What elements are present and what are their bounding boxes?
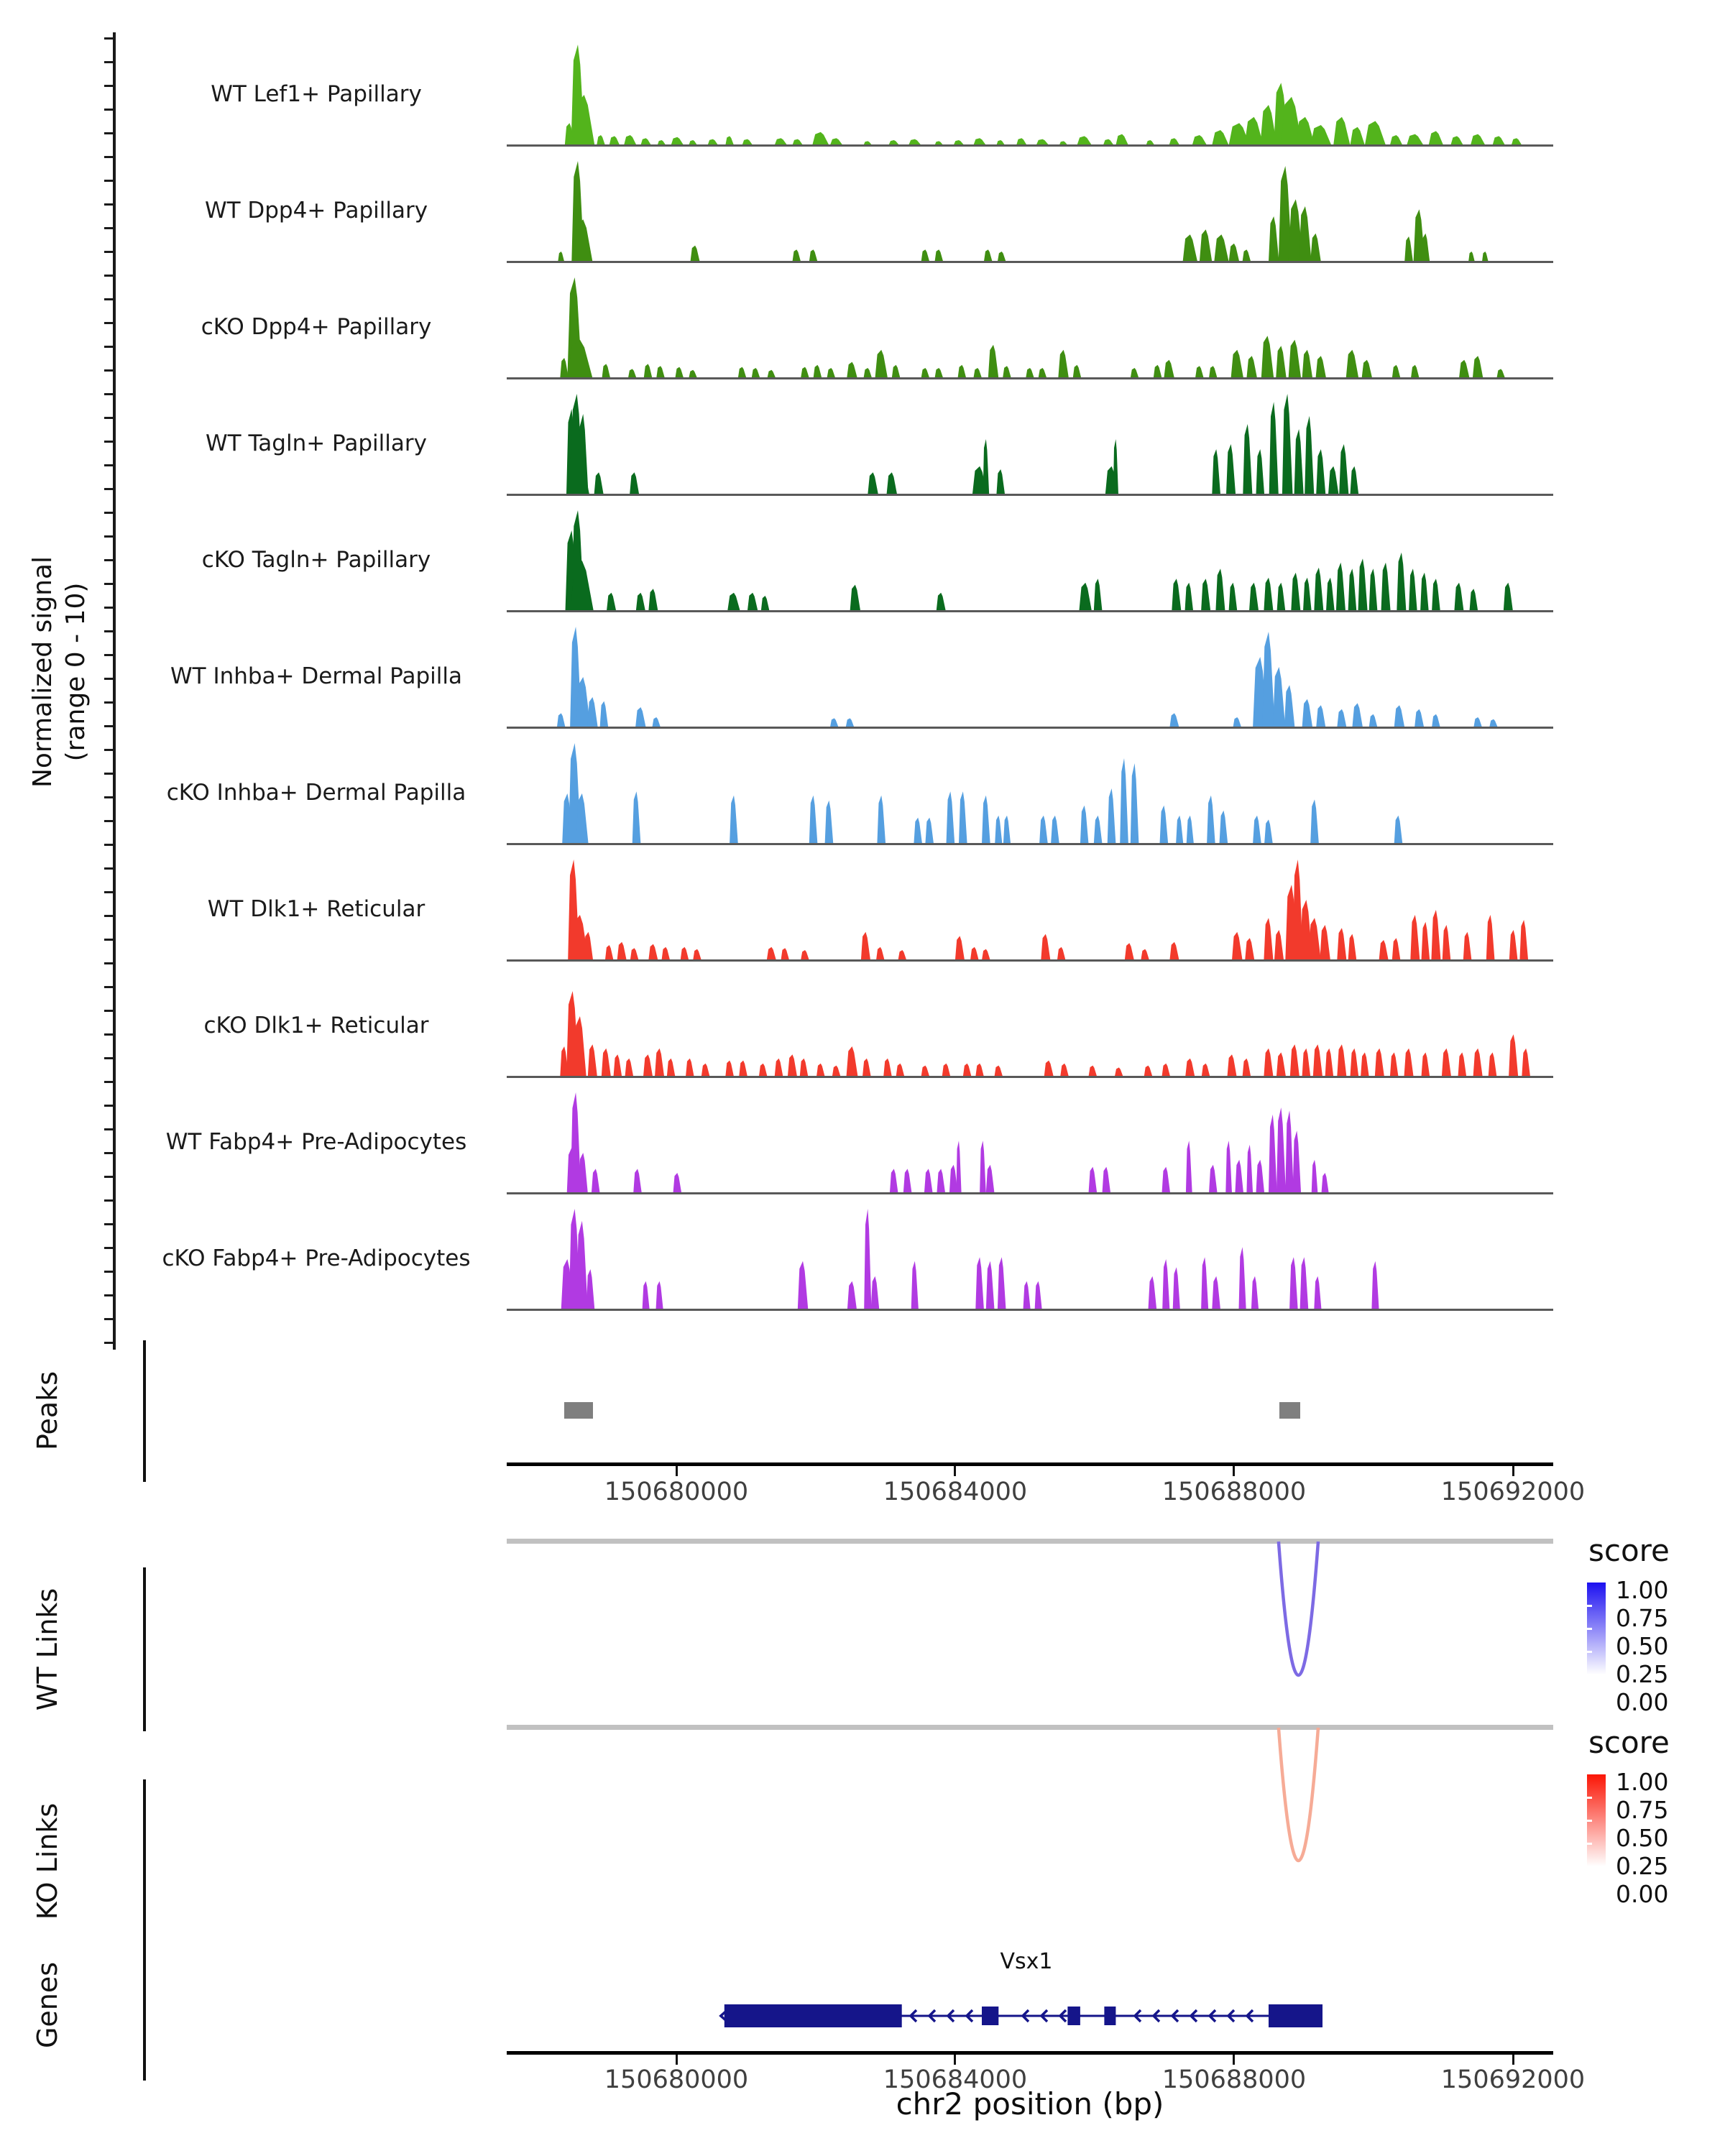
signal-axis-tick bbox=[104, 773, 113, 775]
genes-section-label: Genes bbox=[32, 1961, 63, 2049]
wt-score-colorbar bbox=[1587, 1583, 1606, 1674]
score-tick-label: 1.00 bbox=[1616, 1768, 1669, 1796]
signal-axis-tick bbox=[104, 725, 113, 727]
signal-axis-tick bbox=[104, 654, 113, 656]
genomic-axis-tick-label: 150688000 bbox=[1162, 1478, 1307, 1506]
signal-axis-tick bbox=[104, 630, 113, 632]
score-tick-label: 0.50 bbox=[1616, 1824, 1669, 1852]
wt-links-section-label: WT Links bbox=[32, 1588, 63, 1711]
track-label-9: WT Fabp4+ Pre-Adipocytes bbox=[165, 1129, 467, 1155]
x-axis-title: chr2 position (bp) bbox=[896, 2086, 1164, 2122]
colorbar-tick bbox=[1587, 1797, 1592, 1799]
track-label-5: WT Inhba+ Dermal Papilla bbox=[170, 663, 462, 689]
signal-axis-tick bbox=[104, 1199, 113, 1202]
ko-links-section-label: KO Links bbox=[32, 1802, 63, 1920]
genomic-axis-tick-label: 150684000 bbox=[883, 1478, 1028, 1506]
signal-axis-tick bbox=[104, 962, 113, 964]
ko-links-bracket bbox=[143, 1779, 146, 1943]
score-tick-label: 0.00 bbox=[1616, 1880, 1669, 1908]
signal-axis-tick bbox=[104, 369, 113, 372]
signal-axis-tick bbox=[104, 417, 113, 419]
track-label-0: WT Lef1+ Papillary bbox=[211, 81, 422, 107]
signal-axis-tick bbox=[104, 346, 113, 348]
gene-name-label: Vsx1 bbox=[1000, 1949, 1053, 1974]
signal-axis-tick bbox=[104, 393, 113, 395]
genomic-axis-tick-label: 150680000 bbox=[604, 2065, 749, 2094]
peak-region-box-1 bbox=[1279, 1402, 1300, 1419]
coverage-area-5 bbox=[507, 620, 1553, 730]
signal-axis-tick bbox=[104, 986, 113, 988]
track-label-4: cKO Tagln+ Papillary bbox=[201, 547, 431, 573]
signal-axis-tick bbox=[104, 1176, 113, 1178]
coverage-area-1 bbox=[507, 155, 1553, 264]
coverage-area-3 bbox=[507, 387, 1553, 497]
signal-axis-tick bbox=[104, 37, 113, 40]
score-tick-label: 0.75 bbox=[1616, 1604, 1669, 1632]
track-label-7: WT Dlk1+ Reticular bbox=[207, 896, 426, 922]
ko-score-legend-title: score bbox=[1588, 1725, 1670, 1760]
score-tick-label: 1.00 bbox=[1616, 1576, 1669, 1604]
genomic-axis-tick-label: 150688000 bbox=[1162, 2065, 1307, 2094]
track-label-3: WT Tagln+ Papillary bbox=[206, 430, 427, 456]
upper-genomic-axis bbox=[507, 1462, 1553, 1466]
coverage-area-7 bbox=[507, 853, 1553, 963]
signal-axis-tick bbox=[104, 61, 113, 63]
signal-axis-tick bbox=[104, 701, 113, 704]
signal-axis-tick bbox=[104, 488, 113, 490]
signal-axis-tick bbox=[104, 1105, 113, 1107]
wt-score-legend bbox=[1587, 1533, 1725, 1716]
ko-score-colorbar bbox=[1587, 1774, 1606, 1866]
signal-axis-tick bbox=[104, 156, 113, 158]
score-tick-label: 0.00 bbox=[1616, 1688, 1669, 1716]
genomic-axis-tick-label: 150692000 bbox=[1440, 1478, 1586, 1506]
signal-axis-tick bbox=[104, 583, 113, 585]
signal-axis-tick bbox=[104, 1057, 113, 1059]
score-tick-label: 0.25 bbox=[1616, 1852, 1669, 1880]
signal-axis-tick bbox=[104, 1223, 113, 1225]
coverage-area-0 bbox=[507, 38, 1553, 148]
track-label-2: cKO Dpp4+ Papillary bbox=[201, 314, 432, 340]
track-label-1: WT Dpp4+ Papillary bbox=[204, 198, 428, 224]
genes-bracket bbox=[143, 1930, 146, 2081]
score-tick-label: 0.75 bbox=[1616, 1796, 1669, 1824]
coverage-area-4 bbox=[507, 504, 1553, 614]
y-axis-label-line1: Normalized signal bbox=[28, 556, 58, 788]
gene-model-vsx1 bbox=[507, 1992, 1553, 2038]
signal-axis-tick bbox=[104, 867, 113, 870]
signal-axis-tick bbox=[104, 180, 113, 182]
colorbar-tick bbox=[1587, 1605, 1592, 1607]
signal-axis-tick bbox=[104, 227, 113, 229]
colorbar-tick bbox=[1587, 1651, 1592, 1653]
genomic-axis-tick bbox=[1233, 1466, 1235, 1476]
signal-axis-tick bbox=[104, 844, 113, 846]
genomic-axis-tick bbox=[954, 1466, 956, 1476]
signal-axis-tick bbox=[104, 1081, 113, 1083]
signal-axis-tick bbox=[104, 132, 113, 134]
y-axis-label-line2: (range 0 - 10) bbox=[61, 582, 91, 762]
coverage-area-6 bbox=[507, 737, 1553, 847]
coverage-area-9 bbox=[507, 1086, 1553, 1196]
colorbar-tick bbox=[1587, 1820, 1592, 1822]
wt-score-legend-title: score bbox=[1588, 1533, 1670, 1568]
colorbar-tick bbox=[1587, 1843, 1592, 1845]
ko-score-labels bbox=[1616, 1768, 1669, 1908]
peak-region-box-0 bbox=[564, 1402, 593, 1419]
genomic-axis-tick bbox=[1512, 2055, 1514, 2065]
coverage-area-10 bbox=[507, 1202, 1553, 1312]
signal-axis-tick bbox=[104, 251, 113, 253]
genomic-axis-tick-label: 150684000 bbox=[883, 2065, 1028, 2094]
coverage-area-2 bbox=[507, 271, 1553, 381]
genomic-axis-tick bbox=[1233, 2055, 1235, 2065]
signal-axis-tick bbox=[104, 939, 113, 941]
signal-axis-tick bbox=[104, 1294, 113, 1296]
genomic-axis-tick bbox=[676, 2055, 678, 2065]
genomic-axis-tick-label: 150692000 bbox=[1440, 2065, 1586, 2094]
peaks-section-label: Peaks bbox=[32, 1370, 63, 1451]
signal-axis-tick bbox=[104, 1318, 113, 1320]
signal-axis-tick bbox=[104, 749, 113, 751]
wt-links-bracket bbox=[143, 1567, 146, 1731]
signal-axis-tick bbox=[104, 298, 113, 300]
genomic-axis-tick-label: 150680000 bbox=[604, 1478, 749, 1506]
signal-axis-tick bbox=[104, 275, 113, 277]
ko-score-legend bbox=[1587, 1725, 1725, 1908]
genomic-axis-tick bbox=[954, 2055, 956, 2065]
signal-axis-tick bbox=[104, 820, 113, 822]
track-label-10: cKO Fabp4+ Pre-Adipocytes bbox=[162, 1245, 471, 1271]
score-tick-label: 0.25 bbox=[1616, 1660, 1669, 1688]
ko-links-plot bbox=[507, 1725, 1553, 1908]
genomic-axis-tick bbox=[1512, 1466, 1514, 1476]
genomic-axis-tick bbox=[676, 1466, 678, 1476]
coverage-area-8 bbox=[507, 969, 1553, 1079]
lower-genomic-axis bbox=[507, 2051, 1553, 2055]
signal-axis-tick bbox=[104, 535, 113, 538]
track-label-6: cKO Inhba+ Dermal Papilla bbox=[166, 780, 466, 806]
signal-axis-tick bbox=[104, 1342, 113, 1344]
peaks-bracket bbox=[143, 1340, 146, 1482]
colorbar-tick bbox=[1587, 1628, 1592, 1630]
signal-axis-tick bbox=[104, 464, 113, 466]
signal-axis-tick bbox=[104, 607, 113, 609]
wt-score-labels bbox=[1616, 1576, 1669, 1716]
wt-links-plot bbox=[507, 1539, 1553, 1722]
y-axis-label bbox=[27, 449, 93, 895]
signal-axis-tick bbox=[104, 512, 113, 514]
score-tick-label: 0.50 bbox=[1616, 1632, 1669, 1660]
track-label-8: cKO Dlk1+ Reticular bbox=[203, 1013, 429, 1038]
